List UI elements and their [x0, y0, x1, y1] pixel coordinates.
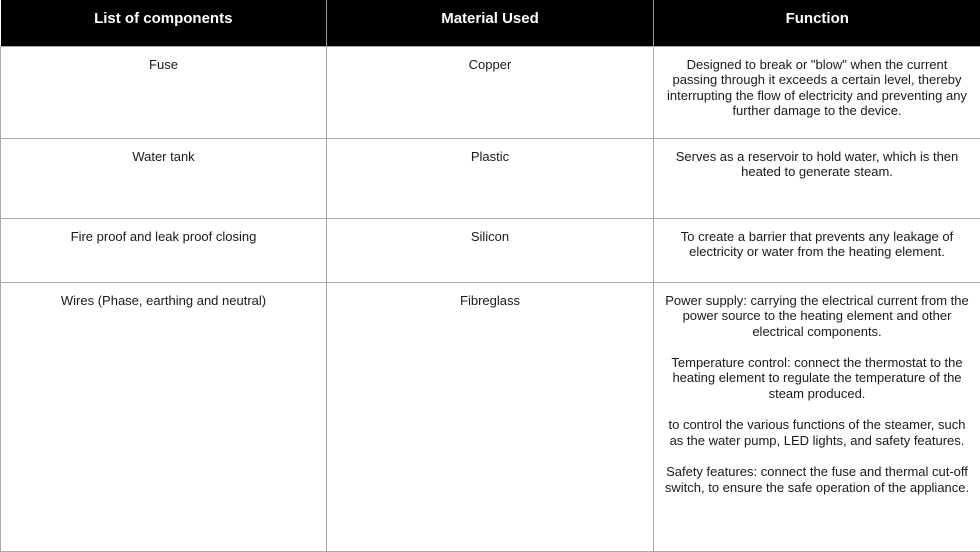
- function-text: To create a barrier that prevents any leakage of electricity or water from the heating element.: [664, 229, 970, 260]
- header-function: Function: [654, 0, 980, 46]
- function-text: Power supply: carrying the electrical current from the power source to the heating element and other electrical components.: [664, 293, 970, 340]
- header-material: Material Used: [327, 0, 654, 46]
- function-cell: [654, 218, 980, 282]
- component-cell: Fuse: [1, 46, 327, 138]
- function-text: Temperature control: connect the thermostat to the heating element to regulate the temperature of the steam produced.: [664, 355, 970, 402]
- function-text: Safety features: connect the fuse and thermal cut-off switch, to ensure the safe operation of the appliance.: [664, 464, 970, 495]
- component-cell: Fire proof and leak proof closing: [1, 218, 327, 282]
- function-text: to control the various functions of the steamer, such as the water pump, LED lights, and safety features.: [664, 417, 970, 448]
- function-text: Serves as a reservoir to hold water, which is then heated to generate steam.: [664, 149, 970, 180]
- component-cell: Water tank: [1, 138, 327, 218]
- material-cell: Silicon: [327, 218, 654, 282]
- function-cell: [654, 138, 980, 218]
- function-text: Designed to break or "blow" when the current passing through it exceeds a certain level, thereby interrupting the flow of electricity and preventing any further damage to the device.: [664, 57, 970, 119]
- header-row: [1, 0, 980, 46]
- header-components: List of components: [1, 0, 327, 46]
- table-row: [1, 46, 980, 138]
- material-cell: Fibreglass: [327, 282, 654, 551]
- function-cell: [654, 282, 980, 551]
- component-cell: Wires (Phase, earthing and neutral): [1, 282, 327, 551]
- table-row: [1, 138, 980, 218]
- table-row: [1, 282, 980, 551]
- table-row: [1, 218, 980, 282]
- function-cell: [654, 46, 980, 138]
- material-cell: Copper: [327, 46, 654, 138]
- material-cell: Plastic: [327, 138, 654, 218]
